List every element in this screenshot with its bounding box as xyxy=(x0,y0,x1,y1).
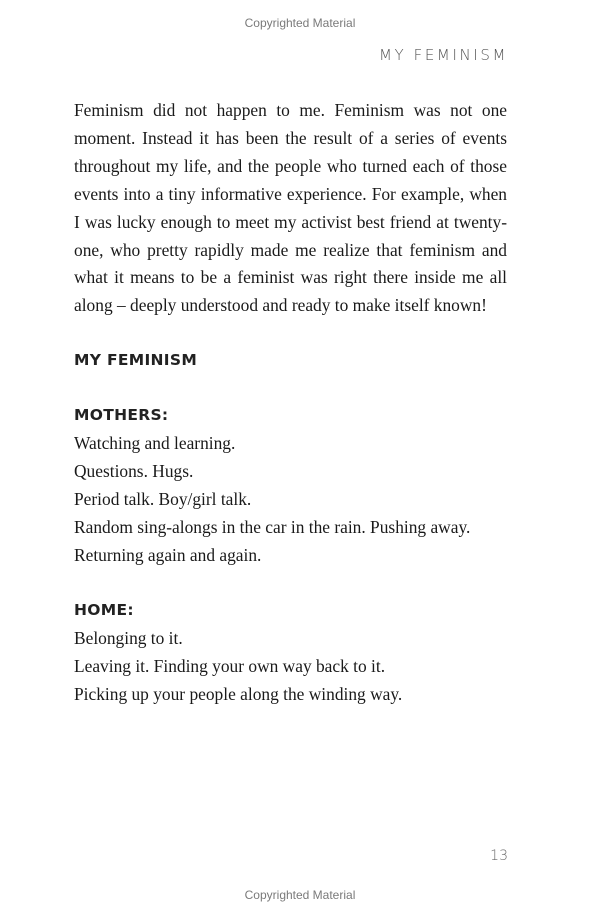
section-heading: MY FEMINISM xyxy=(74,351,198,370)
list-item: Returning again and again. xyxy=(74,545,262,566)
running-head: MY FEMINISM xyxy=(378,46,508,64)
section-home xyxy=(74,596,507,708)
list-item: Watching and learning. xyxy=(74,433,236,454)
copyright-watermark-top: Copyrighted Material xyxy=(244,16,356,30)
copyright-watermark-bottom: Copyrighted Material xyxy=(244,888,356,902)
intro-paragraph: Feminism did not happen to me. Feminism was not one moment. Instead it has been the result of a series of events throughout my life, and the people who turned each of those events into a tiny informative experience. For example, when I was lucky enough to meet my activist best friend at twenty-one, who pretty rapidly made me realize that feminism and what it means to be a feminist was right there inside me all along – deeply understood and ready to make itself known! xyxy=(74,100,507,316)
list-item: Belonging to it. xyxy=(74,628,183,649)
list-item: Leaving it. Finding your own way back to it. xyxy=(74,656,386,677)
list-item: Questions. Hugs. xyxy=(74,461,194,482)
page-number: 13 xyxy=(490,848,508,864)
section-mothers xyxy=(74,401,507,569)
list-item: Picking up your people along the winding way. xyxy=(74,684,403,705)
page-body xyxy=(74,97,507,708)
subsection-title: HOME: xyxy=(74,601,134,620)
list-item: Period talk. Boy/girl talk. xyxy=(74,489,252,510)
subsection-title: MOTHERS: xyxy=(74,406,169,425)
list-item: Random sing-alongs in the car in the rain. Pushing away. xyxy=(74,517,471,538)
